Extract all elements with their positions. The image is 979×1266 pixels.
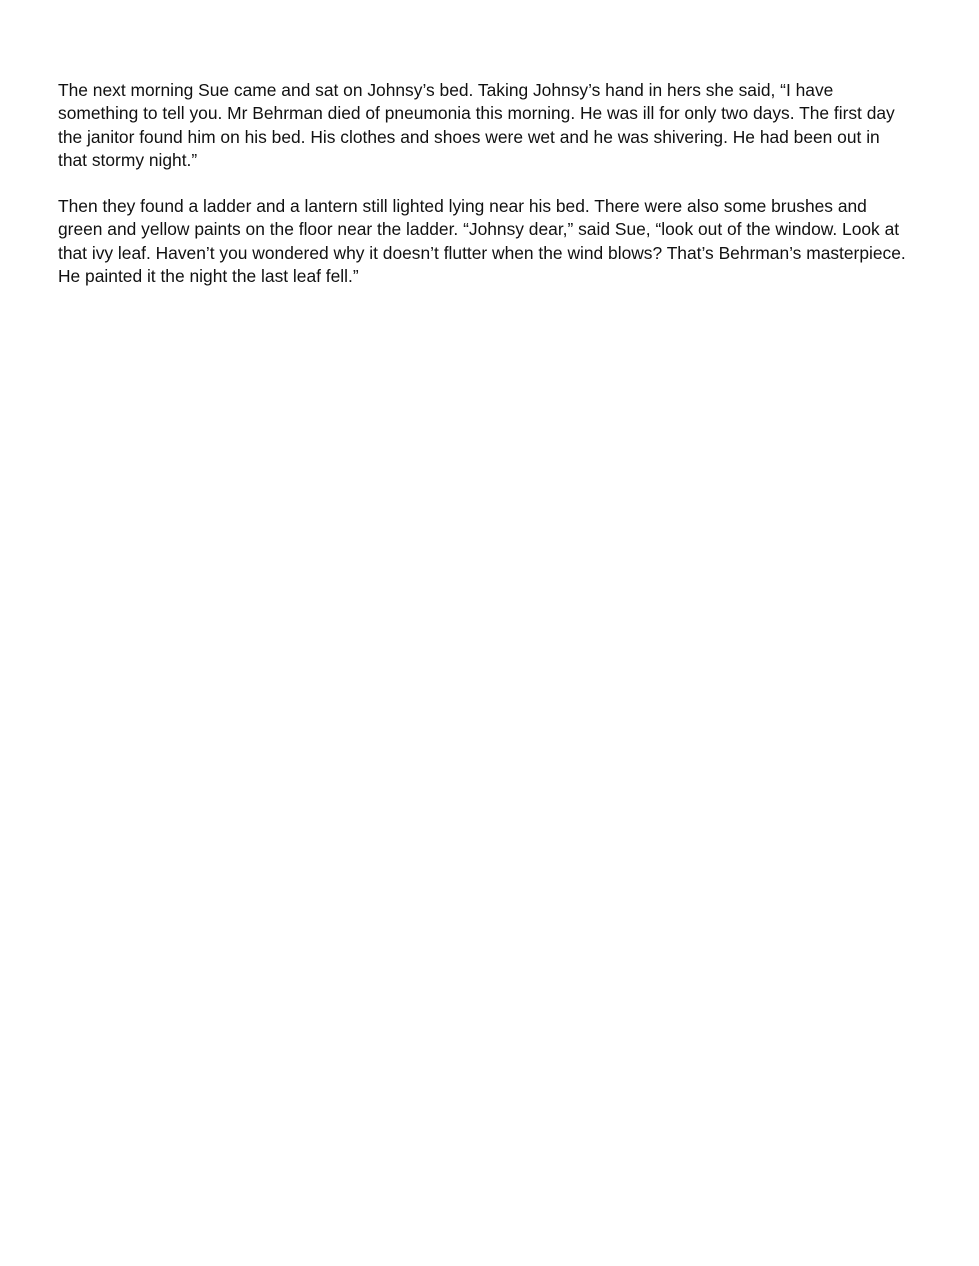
document-body <box>58 79 928 311</box>
paragraph-2: Then they found a ladder and a lantern still lighted lying near his bed. There were also some brushes and green and yellow paints on the floor near the ladder. “Johnsy dear,” said Sue, “look out of the window. Look at that ivy leaf. Haven’t you wondered why it doesn’t flutter when the wind blows? That’s Behrman’s masterpiece. He painted it the night the last leaf fell.” <box>58 196 906 287</box>
paragraph-1: The next morning Sue came and sat on Johnsy’s bed. Taking Johnsy’s hand in hers she said, “I have something to tell you. Mr Behrman died of pneumonia this morning. He was ill for only two days. The first day the janitor found him on his bed. His clothes and shoes were wet and he was shivering. He had been out in that stormy night.” <box>58 80 895 170</box>
